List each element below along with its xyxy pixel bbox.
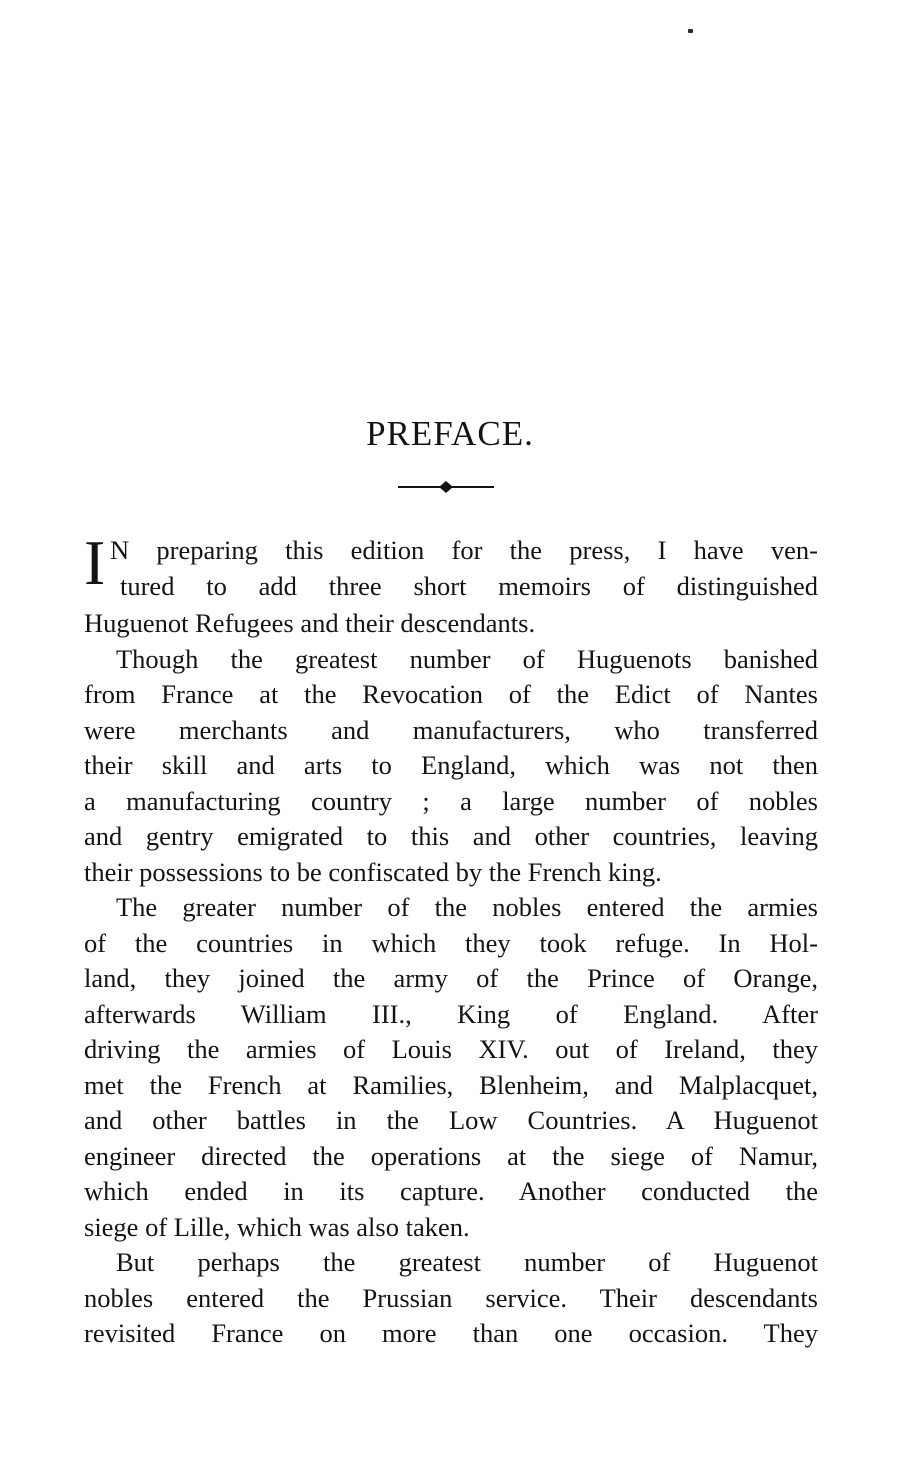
line-p1-2: tured to add three short memoirs of distinguished [120,570,818,601]
line-p2-3: were merchants and manufacturers, who transferred [84,714,818,745]
ink-speck [688,29,693,33]
drop-cap: I [84,527,106,598]
line-p3-7: and other battles in the Low Countries. A Huguenot [84,1105,818,1135]
line-p4-3: revisited France on more than one occasion. They [84,1318,818,1348]
line-p3-10: siege of Lille, which was also taken. [84,1211,470,1242]
line-p3-3: land, they joined the army of the Prince of Orange, [84,963,818,993]
line-p2-4: their skill and arts to England, which was not then [84,750,818,780]
line-p4-1: But perhaps the greatest number of Huguenot [116,1247,818,1277]
ornament-rule-icon [398,480,494,494]
line-p3-1: The greater number of the nobles entered the armies [116,892,818,922]
line-p2-5: a manufacturing country ; a large number of nobles [84,785,818,816]
line-p4-2: nobles entered the Prussian service. Their descendants [84,1282,818,1313]
line-p3-5: driving the armies of Louis XIV. out of Ireland, they [84,1034,818,1064]
line-p3-2: of the countries in which they took refuge. In Hol- [84,927,818,958]
line-p1-1: N preparing this edition for the press, I have ven- [110,535,818,565]
line-p3-6: met the French at Ramilies, Blenheim, and Malplacquet, [84,1069,818,1100]
line-p3-8: engineer directed the operations at the siege of Namur, [84,1140,818,1171]
line-p2-6: and gentry emigrated to this and other countries, leaving [84,821,818,851]
page-title: PREFACE. [366,414,534,453]
line-p3-4: afterwards William III., King of England. After [84,998,818,1029]
line-p3-9: which ended in its capture. Another conducted the [84,1176,818,1206]
body-text [84,606,818,1352]
text-line [110,535,818,571]
text-line [120,571,818,607]
line-p2-2: from France at the Revocation of the Edict of Nantes [84,679,818,709]
line-p1-3: Huguenot Refugees and their descendants. [84,608,536,638]
line-p2-7: their possessions to be confiscated by the French king. [84,856,662,887]
line-p2-1: Though the greatest number of Huguenots banished [116,643,818,674]
